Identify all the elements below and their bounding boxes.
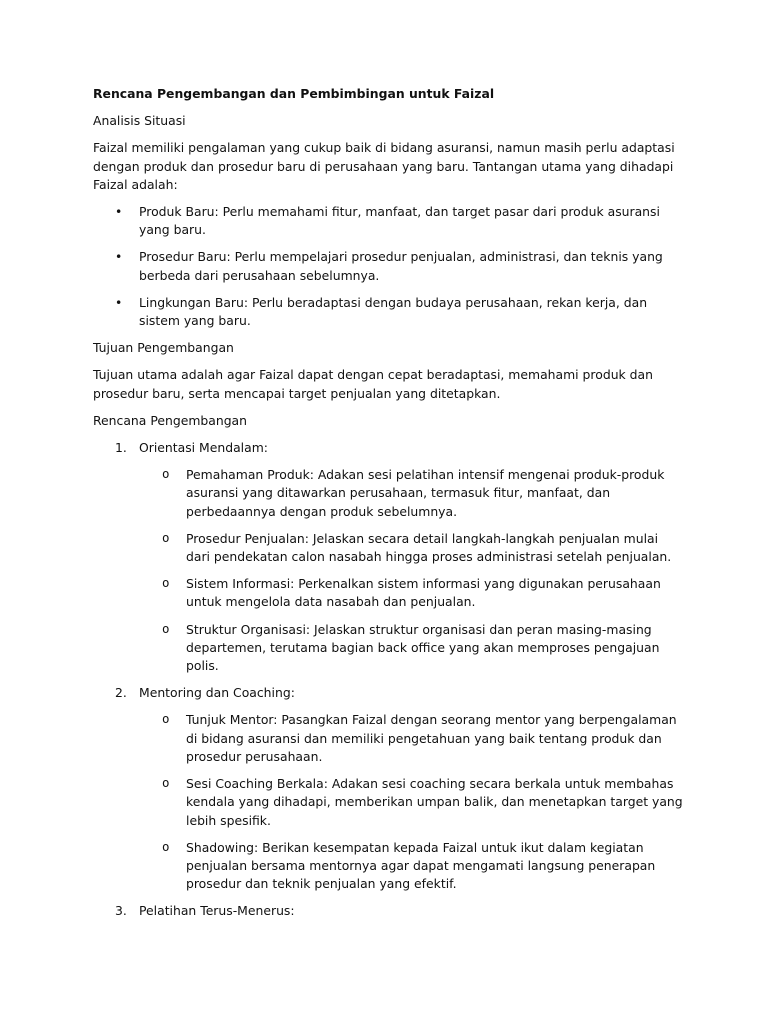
circle-bullet-icon: o	[162, 529, 170, 545]
document-body	[93, 85, 683, 930]
bullet-icon: •	[115, 294, 123, 310]
circle-bullet-icon: o	[162, 466, 170, 482]
list-item-text: Pemahaman Produk: Adakan sesi pelatihan intensif mengenai produk-produk asuransi yang ditawarkan perusahaan, termasuk fitur, manfaat, dan perbedaannya dengan produk sebelumnya.	[186, 467, 665, 519]
step-label: Mentoring dan Coaching:	[139, 685, 295, 701]
section-heading-rencana: Rencana Pengembangan	[93, 412, 248, 428]
list-item-text: Prosedur Penjualan: Jelaskan secara detail langkah-langkah penjualan mulai dari pendekatan calon nasabah hingga proses administrasi setelah penjualan.	[186, 530, 672, 565]
circle-bullet-icon: o	[162, 575, 170, 591]
list-item	[93, 248, 683, 284]
circle-bullet-icon: o	[162, 838, 170, 854]
list-number: 2.	[115, 685, 127, 701]
list-item-text: Tunjuk Mentor: Pasangkan Faizal dengan seorang mentor yang berpengalaman di bidang asuransi dan memiliki pengetahuan yang baik tentang produk dan prosedur perusahaan.	[186, 712, 677, 764]
document-title: Rencana Pengembangan dan Pembimbingan untuk Faizal	[93, 86, 495, 101]
circle-bullet-icon: o	[162, 775, 170, 791]
list-item	[139, 466, 683, 521]
list-item	[139, 621, 683, 676]
list-item	[139, 839, 683, 894]
step-label: Pelatihan Terus-Menerus:	[139, 903, 295, 919]
rencana-numbered-list	[93, 439, 683, 920]
bullet-icon: •	[115, 204, 123, 220]
list-item-text: Lingkungan Baru: Perlu beradaptasi dengan budaya perusahaan, rekan kerja, dan sistem yang baru.	[139, 294, 648, 329]
list-item	[139, 711, 683, 766]
list-number: 1.	[115, 440, 127, 456]
numbered-item-mentoring	[93, 684, 683, 893]
circle-bullet-icon: o	[162, 711, 170, 727]
list-item-text: Produk Baru: Perlu memahami fitur, manfaat, dan target pasar dari produk asuransi yang baru.	[139, 204, 660, 238]
list-item-text: Sesi Coaching Berkala: Adakan sesi coaching secara berkala untuk membahas kendala yang dihadapi, memberikan umpan balik, dan menetapkan target yang lebih spesifik.	[186, 776, 683, 828]
list-item	[139, 530, 683, 566]
section-heading-tujuan: Tujuan Pengembangan	[93, 340, 234, 356]
bullet-icon: •	[115, 249, 123, 265]
list-number: 3.	[115, 903, 127, 919]
numbered-item-pelatihan	[93, 902, 683, 920]
section-heading-analisis: Analisis Situasi	[93, 113, 186, 129]
step-label: Orientasi Mendalam:	[139, 440, 268, 456]
analisis-intro: Faizal memiliki pengalaman yang cukup baik di bidang asuransi, namun masih perlu adaptasi dengan produk dan prosedur baru di perusahaan yang baru. Tantangan utama yang dihadapi Faizal adalah:	[93, 140, 675, 192]
list-item	[139, 775, 683, 830]
list-item-text: Shadowing: Berikan kesempatan kepada Faizal untuk ikut dalam kegiatan penjualan bersama mentornya agar dapat mengamati langsung penerapan prosedur dan teknik penjualan yang efektif.	[186, 839, 656, 892]
sub-list	[139, 711, 683, 893]
list-item	[93, 203, 683, 239]
analisis-bullet-list	[93, 203, 683, 330]
numbered-item-orientasi	[93, 439, 683, 675]
list-item-text: Struktur Organisasi: Jelaskan struktur organisasi dan peran masing-masing departemen, terutama bagian back office yang akan memproses pengajuan polis.	[186, 621, 660, 674]
list-item	[93, 294, 683, 330]
list-item	[139, 575, 683, 611]
tujuan-text: Tujuan utama adalah agar Faizal dapat dengan cepat beradaptasi, memahami produk dan prosedur baru, serta mencapai target penjualan yang ditetapkan.	[93, 367, 653, 401]
sub-list	[139, 466, 683, 675]
list-item-text: Sistem Informasi: Perkenalkan sistem informasi yang digunakan perusahaan untuk mengelola data nasabah dan penjualan.	[186, 576, 661, 610]
list-item-text: Prosedur Baru: Perlu mempelajari prosedur penjualan, administrasi, dan teknis yang berbeda dari perusahaan sebelumnya.	[139, 249, 663, 283]
circle-bullet-icon: o	[162, 620, 170, 636]
